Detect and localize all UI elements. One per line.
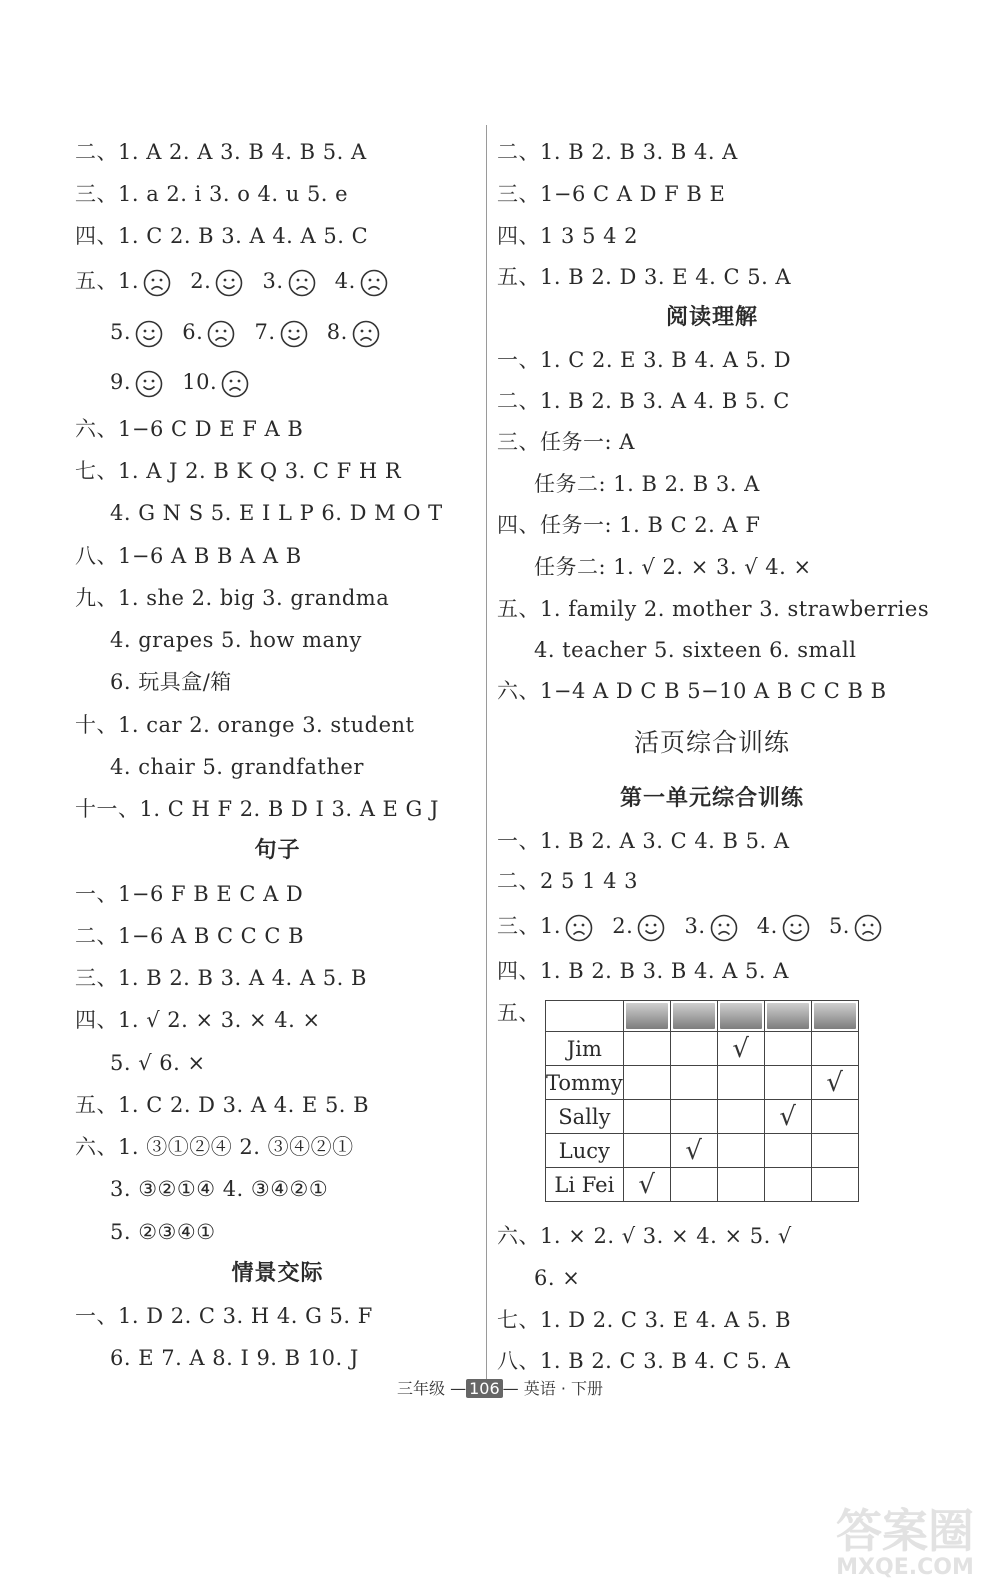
sad-face-icon	[288, 269, 316, 297]
item-label: 三、1.	[497, 914, 562, 938]
answer-line: 八、1. B 2. C 3. B 4. C 5. A	[497, 1349, 791, 1373]
section-heading: 活页综合训练	[633, 728, 790, 757]
item-label: 10.	[182, 370, 218, 394]
answer-line: 五、1. family 2. mother 3. strawberries	[497, 597, 930, 621]
item-label: 5.	[828, 914, 850, 938]
table-header-cell	[811, 1001, 858, 1032]
answer-line: 一、1. D 2. C 3. H 4. G 5. F	[75, 1304, 373, 1328]
face-answer-line	[110, 368, 261, 398]
item-label: 7.	[254, 320, 276, 344]
table-cell	[717, 1134, 764, 1168]
check-cell: √	[811, 1066, 858, 1100]
name-cell: Jim	[546, 1032, 624, 1066]
answer-line: 四、任务一: 1. B C 2. A F	[497, 513, 761, 537]
answer-line: 七、1. D 2. C 3. E 4. A 5. B	[497, 1308, 792, 1332]
table-cell	[811, 1100, 858, 1134]
table-cell	[717, 1168, 764, 1202]
face-answer-line	[497, 912, 894, 942]
happy-face-icon	[215, 269, 243, 297]
answer-line: 6. ×	[534, 1266, 581, 1290]
answer-line: 一、1. B 2. A 3. C 4. B 5. A	[497, 829, 790, 853]
section-heading: 阅读理解	[665, 305, 758, 330]
table-header-cell	[717, 1001, 764, 1032]
happy-face-icon	[637, 914, 665, 942]
table-header-row	[546, 1001, 859, 1032]
item-label: 3.	[262, 269, 284, 293]
watermark-url: MXQE.COM	[836, 1555, 974, 1580]
answer-line: 八、1−6 A B B A A B	[75, 544, 302, 568]
table-row	[546, 1032, 859, 1066]
subsection-heading: 第一单元综合训练	[619, 786, 804, 811]
answer-line: 一、1−6 F B E C A D	[75, 882, 304, 906]
photo-thumbnail-icon	[720, 1003, 762, 1029]
answer-line: 五、1. B 2. D 3. E 4. C 5. A	[497, 265, 792, 289]
answer-line: 六、1. ③①②④ 2. ③④②①	[75, 1135, 354, 1159]
watermark-logo-text: 答案圈	[836, 1504, 974, 1558]
answer-line: 任务二: 1. B 2. B 3. A	[534, 472, 760, 496]
sad-face-icon	[352, 320, 380, 348]
photo-thumbnail-icon	[673, 1003, 715, 1029]
section-heading: 情景交际	[231, 1261, 324, 1286]
answer-line: 5. √ 6. ×	[110, 1051, 206, 1075]
table-header-cell	[670, 1001, 717, 1032]
page-footer	[0, 1376, 1000, 1399]
answer-line: 4. teacher 5. sixteen 6. small	[534, 638, 857, 662]
page-number: 106	[466, 1379, 503, 1398]
answer-line: 四、1. √ 2. × 3. × 4. ×	[75, 1008, 321, 1032]
answer-line: 4. chair 5. grandfather	[110, 755, 364, 779]
table-cell	[670, 1100, 717, 1134]
answer-line: 二、1. B 2. B 3. B 4. A	[497, 140, 738, 164]
sad-face-icon	[710, 914, 738, 942]
footer-dash: —	[502, 1379, 519, 1398]
sad-face-icon	[221, 370, 249, 398]
answer-line: 五、	[497, 1001, 540, 1025]
answer-line: 二、1. B 2. B 3. A 4. B 5. C	[497, 389, 790, 413]
check-cell: √	[717, 1032, 764, 1066]
table-header-cell	[764, 1001, 811, 1032]
item-label: 9.	[110, 370, 132, 394]
section-heading: 句子	[254, 838, 301, 863]
answer-line: 六、1−6 C D E F A B	[75, 417, 304, 441]
answer-line: 一、1. C 2. E 3. B 4. A 5. D	[497, 348, 792, 372]
subject-label: 英语 · 下册	[523, 1379, 603, 1398]
table-cell	[811, 1032, 858, 1066]
answer-line: 四、1. B 2. B 3. B 4. A 5. A	[497, 959, 789, 983]
table-cell	[764, 1168, 811, 1202]
table-cell	[717, 1100, 764, 1134]
answer-line: 三、1−6 C A D F B E	[497, 182, 726, 206]
item-label: 4.	[334, 269, 356, 293]
check-cell: √	[764, 1100, 811, 1134]
answer-line: 四、1 3 5 4 2	[497, 224, 639, 248]
answer-line: 任务二: 1. √ 2. × 3. √ 4. ×	[534, 555, 812, 579]
table-cell	[623, 1032, 670, 1066]
answer-line: 七、1. A J 2. B K Q 3. C F H R	[75, 459, 402, 483]
item-label: 五、1.	[75, 269, 140, 293]
table-cell	[764, 1134, 811, 1168]
table-cell	[670, 1066, 717, 1100]
name-cell: Lucy	[546, 1134, 624, 1168]
table-cell	[670, 1032, 717, 1066]
face-answer-line	[75, 267, 400, 297]
table-cell	[670, 1168, 717, 1202]
table-cell	[764, 1032, 811, 1066]
name-cell: Sally	[546, 1100, 624, 1134]
sad-face-icon	[143, 269, 171, 297]
footer-dash: —	[450, 1379, 467, 1398]
item-label: 6.	[182, 320, 204, 344]
answer-line: 二、1−6 A B C C C B	[75, 924, 305, 948]
answer-line: 九、1. she 2. big 3. grandma	[75, 586, 390, 610]
item-label: 8.	[326, 320, 348, 344]
table-cell	[764, 1066, 811, 1100]
answer-line: 二、1. A 2. A 3. B 4. B 5. A	[75, 140, 367, 164]
table-cell	[717, 1066, 764, 1100]
table-header-cell	[623, 1001, 670, 1032]
answer-line: 4. grapes 5. how many	[110, 628, 362, 652]
answer-line: 三、1. B 2. B 3. A 4. A 5. B	[75, 966, 367, 990]
empty-cell	[546, 1001, 624, 1032]
sad-face-icon	[360, 269, 388, 297]
table-row	[546, 1066, 859, 1100]
answer-line: 三、1. a 2. i 3. o 4. u 5. e	[75, 182, 349, 206]
answer-line: 六、1. × 2. √ 3. × 4. × 5. √	[497, 1224, 792, 1248]
answer-line: 二、2 5 1 4 3	[497, 869, 639, 893]
table-cell	[811, 1134, 858, 1168]
answer-line: 5. ②③④①	[110, 1220, 216, 1244]
table-cell	[623, 1066, 670, 1100]
photo-thumbnail-icon	[814, 1003, 856, 1029]
answer-line: 六、1−4 A D C B 5−10 A B C C B B	[497, 679, 887, 703]
item-label: 2.	[612, 914, 634, 938]
answer-line: 6. 玩具盒/箱	[110, 670, 232, 694]
check-cell: √	[623, 1168, 670, 1202]
item-label: 3.	[684, 914, 706, 938]
item-label: 5.	[110, 320, 132, 344]
answer-line: 3. ③②①④ 4. ③④②①	[110, 1177, 329, 1201]
face-answer-line	[110, 318, 392, 348]
sad-face-icon	[207, 320, 235, 348]
photo-thumbnail-icon	[767, 1003, 809, 1029]
column-divider	[486, 125, 487, 1380]
watermark	[815, 1495, 995, 1580]
table-row	[546, 1168, 859, 1202]
happy-face-icon	[280, 320, 308, 348]
check-cell: √	[670, 1134, 717, 1168]
answer-line: 四、1. C 2. B 3. A 4. A 5. C	[75, 224, 369, 248]
table-cell	[623, 1134, 670, 1168]
answer-line: 十、1. car 2. orange 3. student	[75, 713, 415, 737]
table-cell	[623, 1100, 670, 1134]
item-label: 2.	[190, 269, 212, 293]
happy-face-icon	[135, 320, 163, 348]
answer-line: 6. E 7. A 8. I 9. B 10. J	[110, 1346, 359, 1370]
happy-face-icon	[782, 914, 810, 942]
answer-line: 五、1. C 2. D 3. A 4. E 5. B	[75, 1093, 370, 1117]
table-row	[546, 1134, 859, 1168]
grade-label: 三年级	[396, 1379, 445, 1398]
table-row	[546, 1100, 859, 1134]
answer-line: 4. G N S 5. E I L P 6. D M O T	[110, 501, 443, 525]
sad-face-icon	[565, 914, 593, 942]
sad-face-icon	[854, 914, 882, 942]
name-cell: Li Fei	[546, 1168, 624, 1202]
answer-line: 十一、1. C H F 2. B D I 3. A E G J	[75, 797, 439, 821]
answer-table	[545, 1000, 859, 1202]
happy-face-icon	[135, 370, 163, 398]
photo-thumbnail-icon	[626, 1003, 668, 1029]
name-cell: Tommy	[546, 1066, 624, 1100]
table-cell	[811, 1168, 858, 1202]
item-label: 4.	[756, 914, 778, 938]
answer-line: 三、任务一: A	[497, 430, 635, 454]
